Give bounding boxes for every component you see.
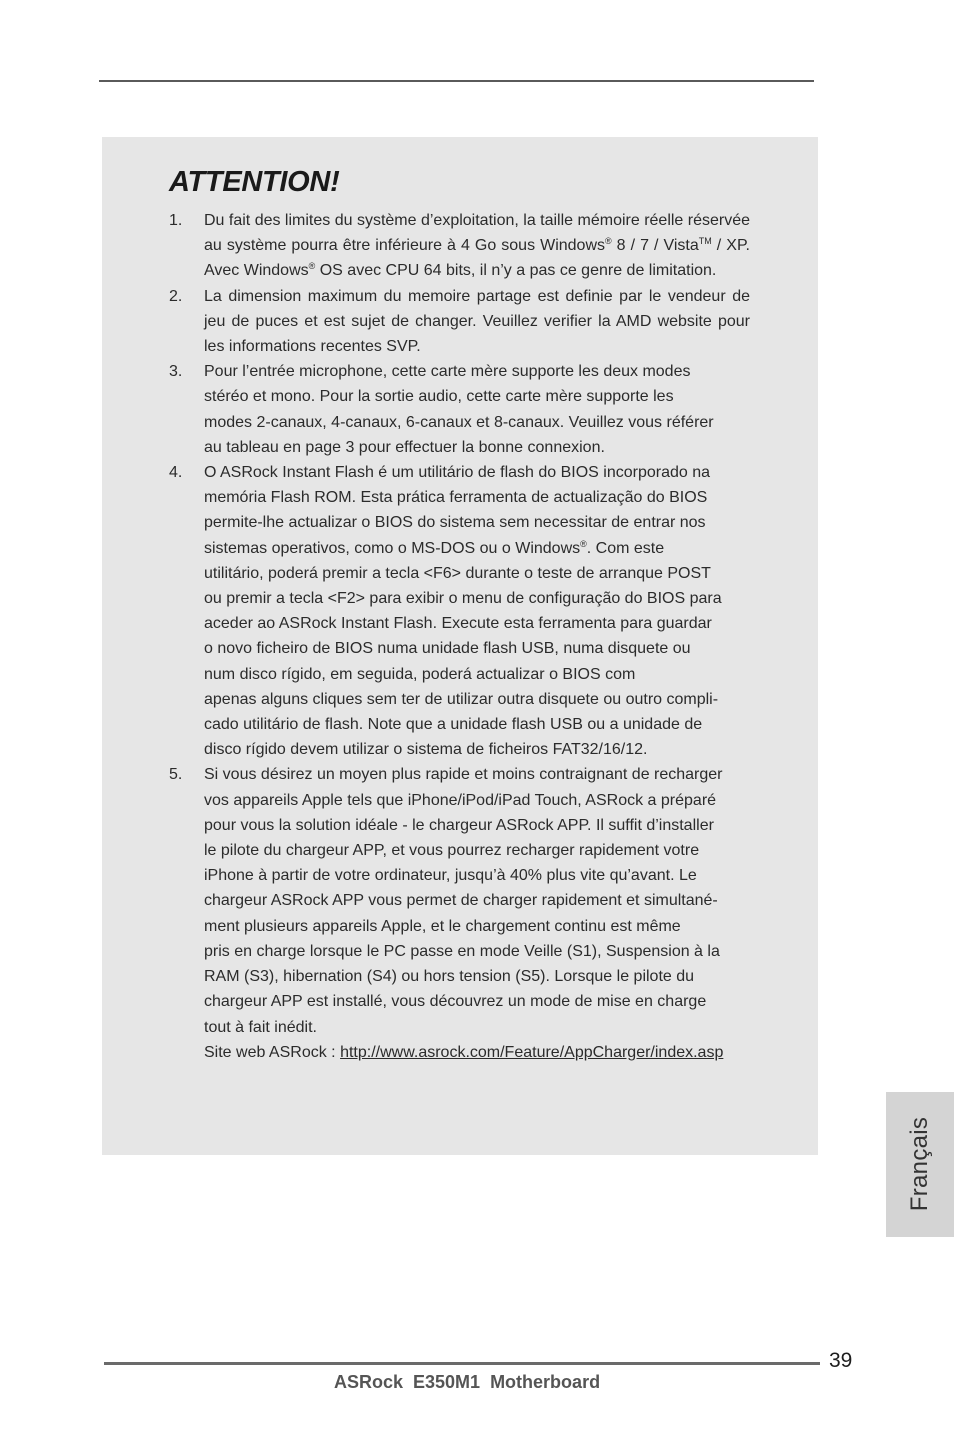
item-line: chargeur ASRock APP vous permet de charger rapidement et simultané-: [204, 892, 718, 910]
list-number: 5.: [169, 766, 183, 784]
language-tab: [886, 1092, 954, 1237]
bottom-rule: [104, 1362, 820, 1365]
list-item-1: [169, 208, 750, 284]
registered-mark: ®: [580, 538, 587, 549]
item-line: O ASRock Instant Flash é um utilitário de flash do BIOS incorporado na: [204, 464, 711, 482]
item-line: num disco rígido, em seguida, poderá actualizar o BIOS com: [204, 665, 636, 683]
language-tab-label: Français: [906, 1116, 933, 1212]
site-line: [204, 1040, 750, 1065]
item-line: disco rígido devem utilizar o sistema de ficheiros FAT32/16/12.: [204, 741, 648, 759]
list-number: 3.: [169, 363, 183, 381]
top-rule: [99, 80, 814, 82]
item-text: Du fait des limites du système d’exploitation, la taille mémoire réelle réservée au système pourra être inférieure à 4 Go sous Windows® 8 / 7 / Vista™ / XP. Avec Windows® OS avec CPU 64 bits, il n’y a pas ce genre de limitation.: [204, 212, 751, 280]
appcharger-link[interactable]: http://www.asrock.com/Feature/AppCharger/index.asp: [340, 1043, 724, 1061]
registered-mark: ®: [605, 236, 612, 247]
item-line: utilitário, poderá premir a tecla <F6> durante o teste de arranque POST: [204, 564, 711, 582]
item-line: ou premir a tecla <F2> para exibir o menu de configuração do BIOS para: [204, 590, 722, 608]
list-item-3: [169, 359, 750, 460]
item-line: modes 2-canaux, 4-canaux, 6-canaux et 8-canaux. Veuillez vous référer: [204, 413, 714, 431]
item-line: Pour l’entrée microphone, cette carte mère supporte les deux modes: [204, 363, 691, 381]
attention-list: [169, 208, 750, 1065]
footer-title: ASRock E350M1 Motherboard: [334, 1372, 601, 1392]
page-number: 39: [829, 1349, 853, 1372]
item-line: apenas alguns cliques sem ter de utilizar outra disquete ou outro compli-: [204, 690, 719, 708]
item-line: le pilote du chargeur APP, et vous pourrez recharger rapidement votre: [204, 842, 700, 860]
list-item-5: [169, 762, 750, 1064]
list-number: 1.: [169, 212, 183, 229]
item-line: iPhone à partir de votre ordinateur, jusqu’à 40% plus vite qu’avant. Le: [204, 867, 697, 885]
list-item-4: [169, 460, 750, 762]
item-line: ment plusieurs appareils Apple, et le chargement continu est même: [204, 917, 681, 935]
item-line: vos appareils Apple tels que iPhone/iPod/iPad Touch, ASRock a préparé: [204, 791, 717, 809]
item-line: tout à fait inédit.: [204, 1018, 317, 1036]
item-text: La dimension maximum du memoire partage est definie par le vendeur de jeu de puces et est sujet de changer. Veuillez verifier la AMD website pour les informations recentes SVP.: [204, 287, 750, 356]
list-number: 4.: [169, 464, 183, 482]
item-line: chargeur APP est installé, vous découvrez un mode de mise en charge: [204, 993, 707, 1011]
attention-heading: ATTENTION!: [169, 166, 340, 198]
item-line: aceder ao ASRock Instant Flash. Execute esta ferramenta para guardar: [204, 615, 712, 633]
item-line: sistemas operativos, como o MS-DOS ou o Windows®. Com este: [204, 538, 665, 557]
item-line: Si vous désirez un moyen plus rapide et moins contraignant de recharger: [204, 766, 723, 784]
site-label: Site web ASRock :: [204, 1043, 341, 1061]
list-item-2: [169, 284, 750, 360]
item-line: stéréo et mono. Pour la sortie audio, cette carte mère supporte les: [204, 388, 674, 406]
item-line: o novo ficheiro de BIOS numa unidade flash USB, numa disquete ou: [204, 640, 691, 658]
item-line: cado utilitário de flash. Note que a unidade flash USB ou a unidade de: [204, 716, 703, 734]
list-number: 2.: [169, 287, 183, 305]
trademark-mark: TM: [698, 236, 712, 247]
item-line: pris en charge lorsque le PC passe en mode Veille (S1), Suspension à la: [204, 942, 720, 960]
item-line: memória Flash ROM. Esta prática ferramenta de actualização do BIOS: [204, 489, 708, 507]
item-line: au tableau en page 3 pour effectuer la bonne connexion.: [204, 438, 605, 456]
item-line: pour vous la solution idéale - le chargeur ASRock APP. Il suffit d’installer: [204, 816, 714, 834]
registered-mark: ®: [308, 261, 316, 272]
item-line: permite-lhe actualizar o BIOS do sistema sem necessitar de entrar nos: [204, 514, 706, 532]
item-line: RAM (S3), hibernation (S4) ou hors tension (S5). Lorsque le pilote du: [204, 968, 695, 986]
